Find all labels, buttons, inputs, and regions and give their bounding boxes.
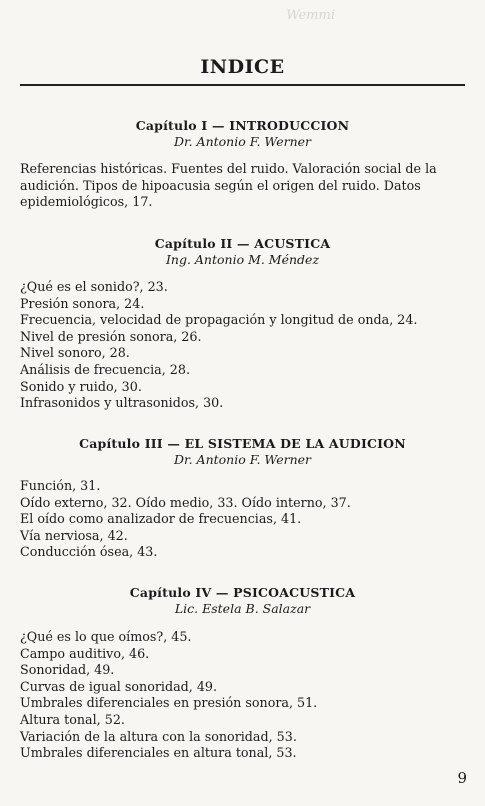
chapter-2-heading bbox=[0, 236, 485, 268]
list-item: Nivel sonoro, 28. bbox=[20, 345, 130, 361]
list-item: Frecuencia, velocidad de propagación y longitud de onda, 24. bbox=[20, 312, 418, 328]
chapter-3-author: Dr. Antonio F. Werner bbox=[173, 452, 312, 467]
list-item: Altura tonal, 52. bbox=[20, 711, 125, 727]
list-item: El oído como analizador de frecuencias, 41. bbox=[20, 511, 302, 527]
list-item: Campo auditivo, 46. bbox=[20, 645, 150, 661]
chapter-3-title: Capítulo III — EL SISTEMA DE LA AUDICION bbox=[79, 436, 406, 451]
list-item: Conducción ósea, 43. bbox=[20, 544, 158, 560]
page-title: INDICE bbox=[200, 56, 285, 78]
chapter-4-entries bbox=[20, 629, 465, 762]
list-item: Umbrales diferenciales en altura tonal, 53. bbox=[20, 745, 297, 761]
list-item: Función, 31. bbox=[20, 478, 101, 493]
list-item: Infrasonidos y ultrasonidos, 30. bbox=[20, 395, 224, 411]
list-item: Análisis de frecuencia, 28. bbox=[20, 361, 190, 377]
chapter-1-summary: Referencias históricas. Fuentes del ruido. Valoración social de la audición. Tipos de hipoacusia según el origen del ruido. Datos epidemiológicos, 17. bbox=[20, 161, 437, 210]
list-item: ¿Qué es lo que oímos?, 45. bbox=[20, 629, 192, 644]
list-item: Curvas de igual sonoridad, 49. bbox=[20, 678, 218, 694]
chapter-2-author: Ing. Antonio M. Méndez bbox=[165, 252, 320, 267]
page-number: 9 bbox=[457, 769, 467, 787]
list-item: Presión sonora, 24. bbox=[20, 295, 145, 311]
chapter-1-title: Capítulo I — INTRODUCCION bbox=[135, 118, 350, 133]
chapter-4-author: Lic. Estela B. Salazar bbox=[174, 601, 311, 616]
chapter-4-heading bbox=[0, 585, 485, 617]
chapter-1-author: Dr. Antonio F. Werner bbox=[173, 134, 312, 149]
chapter-4-title: Capítulo IV — PSICOACUSTICA bbox=[129, 585, 356, 600]
chapter-3-entries bbox=[20, 478, 465, 561]
list-item: Vía nerviosa, 42. bbox=[20, 527, 128, 543]
list-item: Sonoridad, 49. bbox=[20, 662, 115, 678]
list-item: Nivel de presión sonora, 26. bbox=[20, 328, 202, 344]
list-item: Sonido y ruido, 30. bbox=[20, 378, 142, 394]
list-item: ¿Qué es el sonido?, 23. bbox=[20, 279, 168, 294]
chapter-2-title: Capítulo II — ACUSTICA bbox=[154, 236, 331, 251]
bleed-through-text: Wemmi bbox=[286, 8, 335, 23]
chapter-2-entries bbox=[20, 279, 465, 412]
list-item: Umbrales diferenciales en presión sonora, 51. bbox=[20, 695, 318, 711]
title-rule bbox=[20, 84, 465, 86]
chapter-1-heading bbox=[0, 118, 485, 150]
list-item: Variación de la altura con la sonoridad, 53. bbox=[20, 728, 297, 744]
list-item: Oído externo, 32. Oído medio, 33. Oído interno, 37. bbox=[20, 494, 351, 510]
chapter-3-heading bbox=[0, 436, 485, 468]
